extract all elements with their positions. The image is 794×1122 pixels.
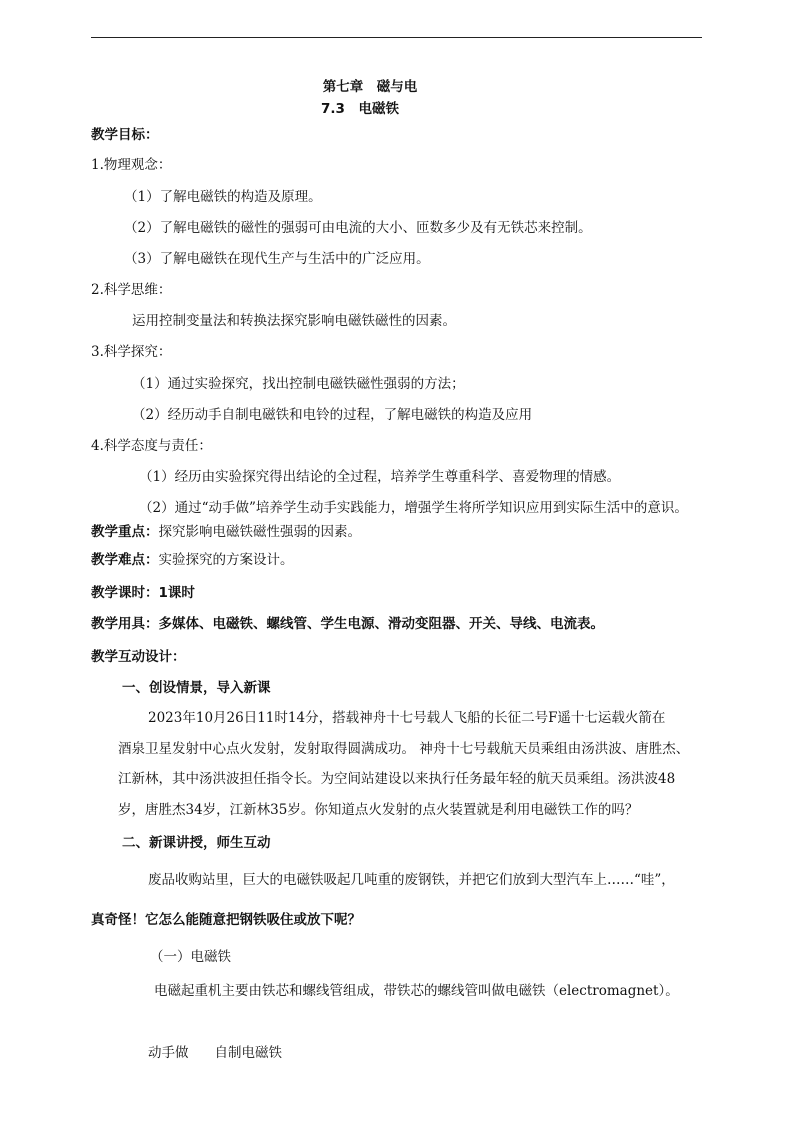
part1-paragraph-line: 酒泉卫星发射中心点火发射，发射取得圆满成功。 神舟十七号载航天员乘组由汤洪波、唐胜杰、 [118, 741, 690, 757]
activity-title: 自制电磁铁 [214, 1045, 282, 1061]
design-heading: 教学互动设计： [91, 649, 186, 665]
attitude-item: （1）经历由实验探究得出结论的全过程，培养学生尊重科学、喜爱物理的情感。 [139, 469, 621, 485]
part1-paragraph-line: 2023年10月26日11时14分，搭载神舟十七号载人飞船的长征二号F遥十七运载火箭在 [148, 710, 666, 726]
definition-text: 电磁起重机主要由铁芯和螺线管组成，带铁芯的螺线管叫做电磁铁（electromagnet）。 [154, 983, 679, 999]
scientific-inquiry-item: （2）经历动手自制电磁铁和电铃的过程，了解电磁铁的构造及应用 [132, 407, 533, 423]
part1-title: 一、创设情景，导入新课 [122, 680, 271, 696]
key-point-label: 教学重点： [91, 524, 159, 540]
part1-paragraph-line: 江新林，其中汤洪波担任指令长。为空间站建设以来执行任务最年轻的航天员乘组。汤洪波48 [118, 771, 676, 787]
difficulty-label: 教学难点： [91, 552, 159, 568]
attitude-title: 4.科学态度与责任： [91, 438, 212, 454]
physics-concept-item: （1）了解电磁铁的构造及原理。 [124, 189, 322, 205]
part1-paragraph-line: 岁，唐胜杰34岁，江新林35岁。你知道点火发射的点火装置就是利用电磁铁工作的吗？ [118, 802, 639, 818]
key-point-text: 探究影响电磁铁磁性强弱的因素。 [158, 524, 361, 540]
attitude-item: （2）通过“动手做”培养学生动手实践能力，增强学生将所学知识应用到实际生活中的意识。 [139, 500, 688, 516]
scientific-inquiry-title: 3.科学探究： [91, 344, 172, 360]
physics-concept-item: （2）了解电磁铁的磁性的强弱可由电流的大小、匝数多少及有无铁芯来控制。 [124, 220, 592, 236]
chapter-title: 第七章 磁与电 [322, 79, 418, 95]
activity-label: 动手做 [148, 1045, 189, 1061]
activity [148, 1044, 282, 1062]
subsection-title: （一）电磁铁 [150, 949, 231, 965]
header-rule [91, 37, 702, 38]
part2-title: 二、新课讲授，师生互动 [122, 835, 271, 851]
teaching-tools: 教学用具：多媒体、电磁铁、螺线管、学生电源、滑动变阻器、开关、导线、电流表。 [91, 616, 604, 632]
class-hours: 教学课时：1课时 [91, 585, 195, 601]
difficulty-text: 实验探究的方案设计。 [158, 552, 294, 568]
part2-paragraph: 废品收购站里，巨大的电磁铁吸起几吨重的废钢铁，并把它们放到大型汽车上……“哇”， [148, 872, 675, 888]
scientific-thinking-title: 2.科学思维： [91, 282, 172, 298]
key-point [91, 523, 361, 541]
difficulty [91, 551, 294, 569]
scientific-inquiry-item: （1）通过实验探究，找出控制电磁铁磁性强弱的方法； [132, 376, 465, 392]
goals-heading: 教学目标： [91, 127, 159, 143]
scientific-thinking-text: 运用控制变量法和转换法探究影响电磁铁磁性的因素。 [132, 313, 456, 329]
section-title: 7.3 电磁铁 [321, 101, 399, 117]
part2-question: 真奇怪！它怎么能随意把钢铁吸住或放下呢？ [91, 912, 361, 928]
physics-concept-item: （3）了解电磁铁在现代生产与生活中的广泛应用。 [124, 251, 430, 267]
physics-concept-title: 1.物理观念： [91, 157, 172, 173]
